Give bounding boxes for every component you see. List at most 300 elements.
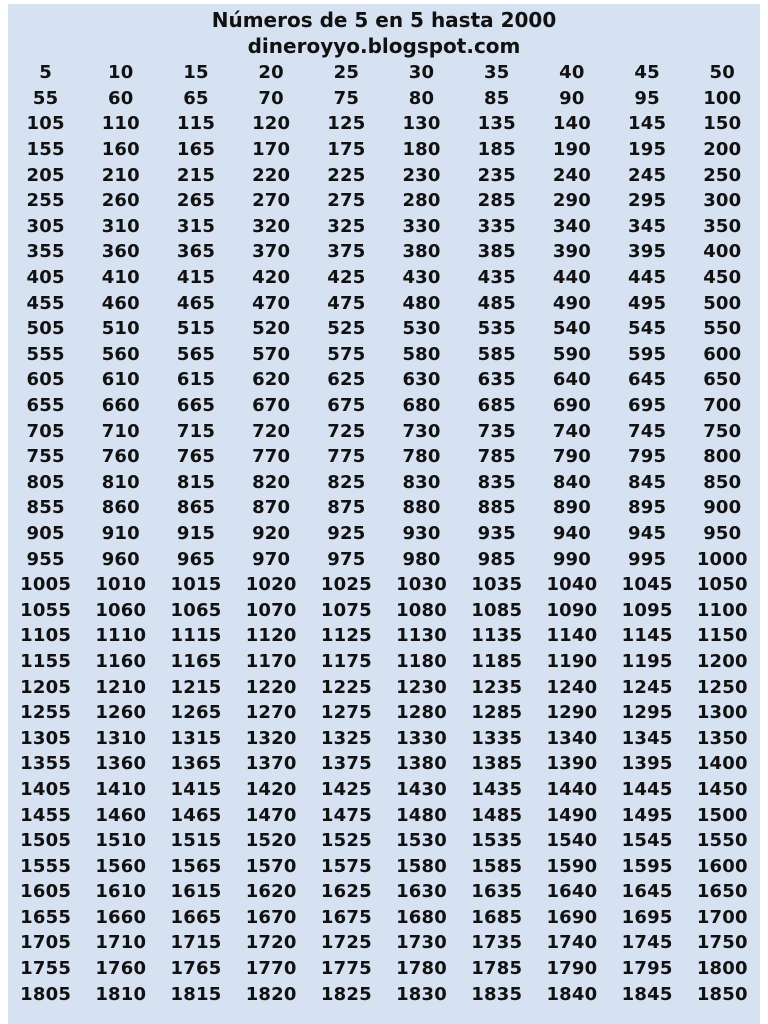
- table-cell: 1125: [320, 625, 372, 647]
- table-cell: 1170: [245, 650, 297, 672]
- table-cell: 785: [477, 446, 516, 468]
- table-cell: 1540: [546, 830, 598, 852]
- table-cell: 645: [628, 369, 667, 391]
- table-cell: 1570: [245, 855, 297, 877]
- table-cell: 480: [402, 292, 441, 314]
- table-cell: 1595: [621, 855, 673, 877]
- table-cell: 240: [552, 164, 591, 186]
- table-cell: 915: [176, 522, 216, 544]
- table-cell: 235: [477, 164, 516, 186]
- table-cell: 1340: [546, 727, 598, 749]
- table-cell: 1775: [320, 958, 372, 980]
- table-cell: 555: [26, 343, 65, 365]
- table-cell: 1610: [95, 881, 147, 903]
- table-cell: 815: [176, 471, 216, 493]
- table-cell: 1240: [546, 676, 598, 698]
- table-cell: 1445: [621, 778, 673, 800]
- table-cell: 155: [26, 139, 65, 161]
- table-cell: 920: [252, 522, 291, 544]
- table-cell: 1625: [320, 881, 372, 903]
- table-row: [8, 418, 760, 444]
- table-cell: 790: [552, 446, 591, 468]
- table-cell: 1530: [396, 830, 447, 852]
- table-cell: 1045: [621, 574, 673, 596]
- table-cell: 825: [327, 471, 366, 493]
- table-cell: 575: [327, 343, 366, 365]
- table-row: [8, 162, 760, 188]
- table-cell: 1395: [621, 753, 673, 775]
- table-cell: 1780: [396, 958, 447, 980]
- table-cell: 410: [101, 267, 140, 289]
- table-cell: 1060: [95, 599, 147, 621]
- table-cell: 1010: [95, 574, 147, 596]
- table-row: [8, 751, 760, 777]
- table-cell: 1260: [95, 702, 147, 724]
- table-cell: 985: [477, 548, 516, 570]
- table-cell: 860: [101, 497, 140, 519]
- table-cell: 875: [327, 497, 366, 519]
- table-cell: 1005: [20, 574, 72, 596]
- table-cell: 365: [176, 241, 216, 263]
- table-cell: 400: [703, 241, 742, 263]
- table-cell: 1475: [320, 804, 372, 826]
- table-cell: 1850: [696, 983, 748, 1005]
- table-cell: 1295: [621, 702, 673, 724]
- table-row: [8, 495, 760, 521]
- table-cell: 1075: [320, 599, 372, 621]
- table-cell: 1815: [170, 983, 222, 1005]
- table-cell: 1605: [20, 881, 72, 903]
- table-cell: 1770: [245, 958, 297, 980]
- table-cell: 765: [176, 446, 216, 468]
- table-cell: 1130: [396, 625, 447, 647]
- table-cell: 100: [703, 87, 742, 109]
- table-cell: 1030: [396, 574, 447, 596]
- table-cell: 560: [101, 343, 140, 365]
- table-cell: 795: [628, 446, 667, 468]
- table-cell: 1710: [95, 932, 147, 954]
- table-cell: 1565: [170, 855, 222, 877]
- table-cell: 85: [483, 87, 510, 109]
- table-cell: 195: [628, 139, 667, 161]
- table-cell: 1095: [621, 599, 673, 621]
- table-cell: 935: [477, 522, 516, 544]
- table-cell: 1695: [621, 906, 673, 928]
- table-cell: 1325: [320, 727, 372, 749]
- table-cell: 1140: [546, 625, 598, 647]
- table-cell: 1285: [471, 702, 523, 724]
- table-cell: 360: [101, 241, 140, 263]
- table-row: [8, 342, 760, 368]
- table-cell: 1035: [471, 574, 523, 596]
- table-cell: 670: [252, 395, 291, 417]
- table-cell: 855: [26, 497, 65, 519]
- table-cell: 30: [408, 62, 435, 84]
- table-cell: 635: [477, 369, 516, 391]
- table-cell: 720: [252, 420, 291, 442]
- table-cell: 1230: [396, 676, 447, 698]
- table-cell: 200: [703, 139, 742, 161]
- table-cell: 600: [703, 343, 742, 365]
- table-row: [8, 905, 760, 931]
- table-cell: 615: [176, 369, 216, 391]
- table-cell: 115: [176, 113, 216, 135]
- table-cell: 820: [252, 471, 291, 493]
- table-cell: 1505: [20, 830, 72, 852]
- table-cell: 1840: [546, 983, 598, 1005]
- table-cell: 910: [101, 522, 140, 544]
- table-cell: 335: [477, 215, 516, 237]
- table-cell: 25: [333, 62, 360, 84]
- table-cell: 760: [101, 446, 140, 468]
- table-cell: 1450: [696, 778, 748, 800]
- table-cell: 1640: [546, 881, 598, 903]
- table-cell: 225: [327, 164, 366, 186]
- table-cell: 750: [703, 420, 742, 442]
- table-cell: 1415: [170, 778, 222, 800]
- table-cell: 460: [101, 292, 140, 314]
- table-cell: 55: [32, 87, 59, 109]
- table-cell: 40: [559, 62, 585, 84]
- table-cell: 630: [402, 369, 441, 391]
- table-cell: 15: [183, 62, 209, 84]
- table-cell: 1195: [621, 650, 673, 672]
- table-cell: 940: [552, 522, 591, 544]
- table-cell: 1485: [471, 804, 523, 826]
- page-title: Números de 5 en 5 hasta 2000: [211, 8, 557, 32]
- table-cell: 1375: [320, 753, 372, 775]
- table-cell: 655: [26, 395, 65, 417]
- table-cell: 1680: [396, 906, 447, 928]
- table-cell: 290: [552, 190, 591, 212]
- table-cell: 275: [327, 190, 366, 212]
- table-cell: 895: [628, 497, 667, 519]
- table-cell: 1275: [320, 702, 372, 724]
- table-cell: 110: [101, 113, 140, 135]
- table-cell: 310: [101, 215, 140, 237]
- table-cell: 1135: [471, 625, 523, 647]
- table-row: [8, 879, 760, 905]
- number-sheet: [8, 4, 760, 1024]
- site-url: dineroyyo.blogspot.com: [247, 34, 521, 58]
- table-cell: 1225: [320, 676, 372, 698]
- table-row: [8, 239, 760, 265]
- table-cell: 1825: [320, 983, 372, 1005]
- table-cell: 435: [477, 267, 516, 289]
- table-cell: 1650: [696, 881, 748, 903]
- table-cell: 725: [327, 420, 366, 442]
- table-cell: 1670: [245, 906, 297, 928]
- table-row: [8, 853, 760, 879]
- table-cell: 745: [628, 420, 667, 442]
- table-cell: 1525: [320, 830, 372, 852]
- table-cell: 1310: [95, 727, 147, 749]
- table-cell: 1435: [471, 778, 523, 800]
- table-cell: 230: [402, 164, 441, 186]
- table-cell: 305: [26, 215, 65, 237]
- table-cell: 1830: [396, 983, 447, 1005]
- table-row: [8, 956, 760, 982]
- table-cell: 1420: [245, 778, 297, 800]
- table-cell: 1760: [95, 958, 147, 980]
- table-cell: 1235: [471, 676, 523, 698]
- table-cell: 440: [552, 267, 591, 289]
- table-cell: 1800: [696, 958, 748, 980]
- table-cell: 160: [101, 139, 140, 161]
- table-cell: 20: [258, 62, 284, 84]
- table-cell: 1365: [170, 753, 222, 775]
- table-cell: 120: [252, 113, 291, 135]
- table-cell: 1550: [696, 830, 748, 852]
- table-cell: 300: [703, 190, 742, 212]
- table-cell: 1270: [245, 702, 297, 724]
- table-cell: 10: [108, 62, 134, 84]
- table-cell: 150: [703, 113, 742, 135]
- table-cell: 1730: [396, 932, 447, 954]
- table-row: [8, 725, 760, 751]
- table-cell: 900: [703, 497, 742, 519]
- table-row: [8, 649, 760, 675]
- table-cell: 95: [634, 87, 660, 109]
- table-cell: 140: [552, 113, 591, 135]
- table-cell: 570: [252, 343, 291, 365]
- table-cell: 315: [176, 215, 216, 237]
- table-cell: 1215: [170, 676, 222, 698]
- table-cell: 1615: [170, 881, 222, 903]
- table-cell: 375: [327, 241, 366, 263]
- table-cell: 370: [252, 241, 291, 263]
- table-cell: 245: [628, 164, 667, 186]
- table-cell: 1330: [396, 727, 447, 749]
- table-cell: 930: [402, 522, 441, 544]
- table-cell: 1520: [245, 830, 297, 852]
- table-cell: 105: [26, 113, 65, 135]
- table-cell: 505: [26, 318, 65, 340]
- table-cell: 1080: [396, 599, 447, 621]
- table-cell: 145: [628, 113, 667, 135]
- table-cell: 1805: [20, 983, 72, 1005]
- table-cell: 955: [26, 548, 65, 570]
- table-cell: 295: [628, 190, 667, 212]
- table-cell: 1320: [245, 727, 297, 749]
- table-row: [8, 188, 760, 214]
- table-cell: 35: [483, 62, 510, 84]
- table-cell: 1685: [471, 906, 523, 928]
- table-cell: 205: [26, 164, 65, 186]
- table-cell: 885: [477, 497, 516, 519]
- table-cell: 70: [258, 87, 284, 109]
- table-row: [8, 802, 760, 828]
- table-cell: 45: [634, 62, 660, 84]
- table-cell: 925: [327, 522, 366, 544]
- table-cell: 715: [176, 420, 216, 442]
- table-cell: 1370: [245, 753, 297, 775]
- table-cell: 1290: [546, 702, 598, 724]
- table-cell: 1335: [471, 727, 523, 749]
- table-cell: 515: [176, 318, 216, 340]
- table-row: [8, 521, 760, 547]
- table-cell: 415: [176, 267, 216, 289]
- table-row: [8, 367, 760, 393]
- table-cell: 65: [183, 87, 209, 109]
- table-cell: 775: [327, 446, 366, 468]
- table-cell: 685: [477, 395, 516, 417]
- table-row: [8, 546, 760, 572]
- table-cell: 1675: [320, 906, 372, 928]
- table-cell: 1655: [20, 906, 72, 928]
- table-cell: 1465: [170, 804, 222, 826]
- table-cell: 1470: [245, 804, 297, 826]
- table-cell: 1755: [20, 958, 72, 980]
- table-cell: 1205: [20, 676, 72, 698]
- table-cell: 450: [703, 267, 742, 289]
- table-row: [8, 470, 760, 496]
- table-row: [8, 572, 760, 598]
- table-cell: 1410: [95, 778, 147, 800]
- table-cell: 1220: [245, 676, 297, 698]
- table-cell: 170: [252, 139, 291, 161]
- table-cell: 250: [703, 164, 742, 186]
- table-row: [8, 214, 760, 240]
- table-cell: 465: [176, 292, 216, 314]
- table-cell: 215: [176, 164, 216, 186]
- table-cell: 1105: [20, 625, 72, 647]
- table-row: [8, 777, 760, 803]
- table-cell: 385: [477, 241, 516, 263]
- table-row: [8, 930, 760, 956]
- table-cell: 1820: [245, 983, 297, 1005]
- table-cell: 1050: [696, 574, 748, 596]
- table-cell: 945: [628, 522, 667, 544]
- table-cell: 710: [101, 420, 140, 442]
- table-cell: 770: [252, 446, 291, 468]
- table-cell: 500: [703, 292, 742, 314]
- table-cell: 845: [628, 471, 667, 493]
- table-cell: 550: [703, 318, 742, 340]
- table-cell: 1385: [471, 753, 523, 775]
- table-cell: 1765: [170, 958, 222, 980]
- table-cell: 1455: [20, 804, 72, 826]
- table-cell: 1490: [546, 804, 598, 826]
- table-cell: 1400: [696, 753, 748, 775]
- table-cell: 650: [703, 369, 742, 391]
- table-cell: 1165: [170, 650, 222, 672]
- table-cell: 840: [552, 471, 591, 493]
- table-cell: 80: [408, 87, 435, 109]
- table-cell: 1070: [245, 599, 297, 621]
- table-cell: 455: [26, 292, 65, 314]
- table-cell: 270: [252, 190, 291, 212]
- table-cell: 1120: [245, 625, 297, 647]
- table-cell: 470: [252, 292, 291, 314]
- table-row: [8, 393, 760, 419]
- table-row: [8, 86, 760, 112]
- table-cell: 1515: [170, 830, 222, 852]
- table-cell: 1545: [621, 830, 673, 852]
- table-cell: 1480: [396, 804, 447, 826]
- table-cell: 490: [552, 292, 591, 314]
- table-cell: 1440: [546, 778, 598, 800]
- table-cell: 605: [26, 369, 65, 391]
- table-cell: 705: [26, 420, 65, 442]
- table-cell: 735: [477, 420, 516, 442]
- table-cell: 1665: [170, 906, 222, 928]
- table-cell: 210: [101, 164, 140, 186]
- table-cell: 660: [101, 395, 140, 417]
- table-cell: 50: [709, 62, 735, 84]
- table-cell: 695: [628, 395, 667, 417]
- table-cell: 1600: [696, 855, 748, 877]
- table-cell: 1645: [621, 881, 673, 903]
- table-cell: 1720: [245, 932, 297, 954]
- table-cell: 1100: [696, 599, 748, 621]
- table-cell: 1180: [396, 650, 447, 672]
- table-row: [8, 137, 760, 163]
- table-cell: 870: [252, 497, 291, 519]
- table-row: [8, 265, 760, 291]
- table-cell: 520: [252, 318, 291, 340]
- table-cell: 1725: [320, 932, 372, 954]
- table-cell: 595: [628, 343, 667, 365]
- table-cell: 535: [477, 318, 516, 340]
- table-cell: 675: [327, 395, 366, 417]
- table-cell: 1735: [471, 932, 523, 954]
- table-cell: 1175: [320, 650, 372, 672]
- table-cell: 835: [477, 471, 516, 493]
- table-cell: 130: [402, 113, 441, 135]
- table-cell: 755: [26, 446, 65, 468]
- table-cell: 880: [402, 497, 441, 519]
- table-cell: 1250: [696, 676, 748, 698]
- table-cell: 730: [402, 420, 441, 442]
- table-cell: 1315: [170, 727, 222, 749]
- table-cell: 1040: [546, 574, 598, 596]
- table-cell: 1495: [621, 804, 673, 826]
- table-cell: 1560: [95, 855, 147, 877]
- table-cell: 405: [26, 267, 65, 289]
- table-cell: 1620: [245, 881, 297, 903]
- table-cell: 1380: [396, 753, 447, 775]
- table-cell: 800: [703, 446, 742, 468]
- table-cell: 620: [252, 369, 291, 391]
- table-cell: 545: [628, 318, 667, 340]
- table-row: [8, 828, 760, 854]
- table-cell: 990: [552, 548, 591, 570]
- table-cell: 1580: [396, 855, 447, 877]
- table-cell: 1750: [696, 932, 748, 954]
- table-cell: 60: [108, 87, 134, 109]
- table-cell: 525: [327, 318, 366, 340]
- table-cell: 1535: [471, 830, 523, 852]
- table-cell: 565: [176, 343, 216, 365]
- table-cell: 1555: [20, 855, 72, 877]
- table-cell: 1145: [621, 625, 673, 647]
- table-cell: 1015: [170, 574, 222, 596]
- table-row: [8, 290, 760, 316]
- table-row: [8, 597, 760, 623]
- table-cell: 850: [703, 471, 742, 493]
- table-row: [8, 981, 760, 1007]
- table-row: [8, 623, 760, 649]
- table-cell: 585: [477, 343, 516, 365]
- table-cell: 1795: [621, 958, 673, 980]
- table-cell: 1085: [471, 599, 523, 621]
- table-row: [8, 444, 760, 470]
- table-cell: 1390: [546, 753, 598, 775]
- table-cell: 5: [39, 62, 52, 84]
- table-cell: 1510: [95, 830, 147, 852]
- table-cell: 1350: [696, 727, 748, 749]
